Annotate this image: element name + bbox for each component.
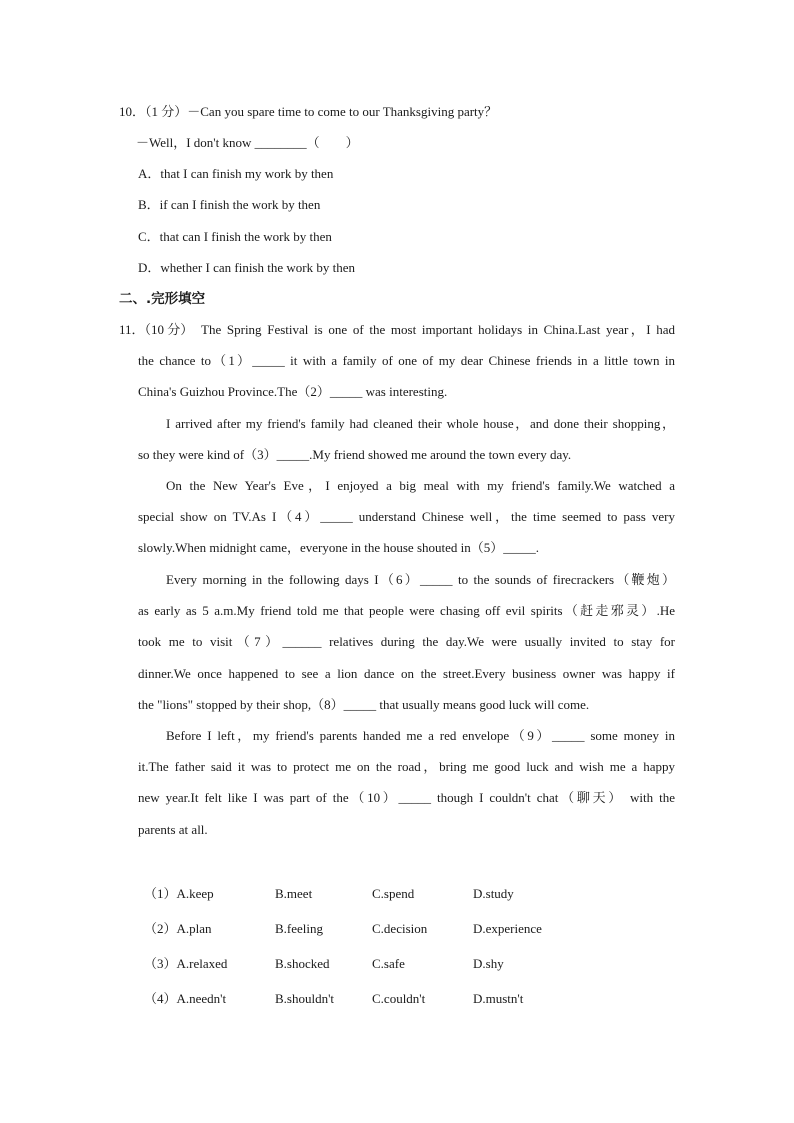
passage-line: so they were kind of（3）_____.My friend showed me around the town every day. <box>138 447 572 463</box>
passage-line: the "lions" stopped by their shop,（8）_____ that usually means good luck will come. <box>138 696 590 712</box>
passage-line: China's Guizhou Province.The（2）_____ was interesting. <box>138 384 448 400</box>
choice-b: B.feeling <box>275 921 324 936</box>
passage-line: special show on TV.As I（4）_____ understand Chinese well，the time seemed to pass very <box>138 509 675 525</box>
choice-d: D.mustn't <box>473 991 524 1006</box>
passage-paragraph-5 <box>138 727 675 852</box>
passage-paragraph-1 <box>138 321 675 415</box>
choice-d: D.study <box>473 886 514 901</box>
choice-d: D.shy <box>473 956 504 971</box>
passage-line: it.The father said it was to protect me on the road，bring me good luck and wish me a happy <box>138 759 675 775</box>
passage-line: new year.It felt like I was part of the（10）_____ though I couldn't chat（聊天） with the <box>138 790 675 806</box>
choice-c: C.spend <box>372 886 415 901</box>
passage-paragraph-3 <box>138 477 675 571</box>
passage-line: slowly.When midnight came，everyone in the house shouted in（5）_____. <box>138 540 540 556</box>
passage-line: Before I left，my friend's parents handed me a red envelope（9）_____ some money in <box>166 728 675 743</box>
choice-a: （1）A.keep <box>144 886 214 901</box>
question-10-stem: 10．（1 分）－Can you spare time to come to our Thanksgiving party？ <box>119 104 498 119</box>
choice-a: （4）A.needn't <box>144 991 227 1006</box>
choice-c: C.decision <box>372 921 428 936</box>
passage-line: took me to visit（7）______ relatives during the day.We were usually invited to stay for <box>138 634 675 650</box>
passage-line: as early as 5 a.m.My friend told me that people were chasing off evil spirits（赶走邪灵）.He <box>138 603 675 619</box>
question-10-option-c: C．that can I finish the work by then <box>138 229 332 244</box>
question-10-reply: －Well，I don't know ________（ ） <box>136 135 359 150</box>
passage-line: Every morning in the following days I（6）_____ to the sounds of firecrackers（鞭炮） <box>166 572 675 587</box>
passage-line: dinner.We once happened to see a lion dance on the street.Every business owner was happy if <box>138 665 675 681</box>
passage-line: On the New Year's Eve，I enjoyed a big meal with my friend's family.We watched a <box>166 478 675 493</box>
choice-a: （2）A.plan <box>144 921 212 936</box>
passage-line: I arrived after my friend's family had cleaned their whole house，and done their shopping， <box>166 416 675 431</box>
passage-paragraph-4 <box>138 571 675 727</box>
question-10-option-d: D．whether I can finish the work by then <box>138 260 355 275</box>
passage-line: The Spring Festival is one of the most important holidays in China.Last year，I had <box>201 322 675 337</box>
choice-b: B.meet <box>275 886 313 901</box>
question-10-option-a: A．that I can finish my work by then <box>138 166 334 181</box>
passage-paragraph-2 <box>138 415 675 477</box>
question-10-option-b: B．if can I finish the work by then <box>138 197 321 212</box>
choice-c: C.couldn't <box>372 991 426 1006</box>
choice-a: （3）A.relaxed <box>144 956 228 971</box>
question-11-number: 11．（10 分） <box>119 322 194 337</box>
choice-b: B.shouldn't <box>275 991 335 1006</box>
choice-c: C.safe <box>372 956 405 971</box>
section-heading: 二、.完形填空 <box>119 291 206 307</box>
passage-line: parents at all. <box>138 821 208 837</box>
choice-d: D.experience <box>473 921 542 936</box>
passage-line: the chance to（1）_____ it with a family of one of my dear Chinese friends in a little town in <box>138 353 675 369</box>
choice-b: B.shocked <box>275 956 330 971</box>
